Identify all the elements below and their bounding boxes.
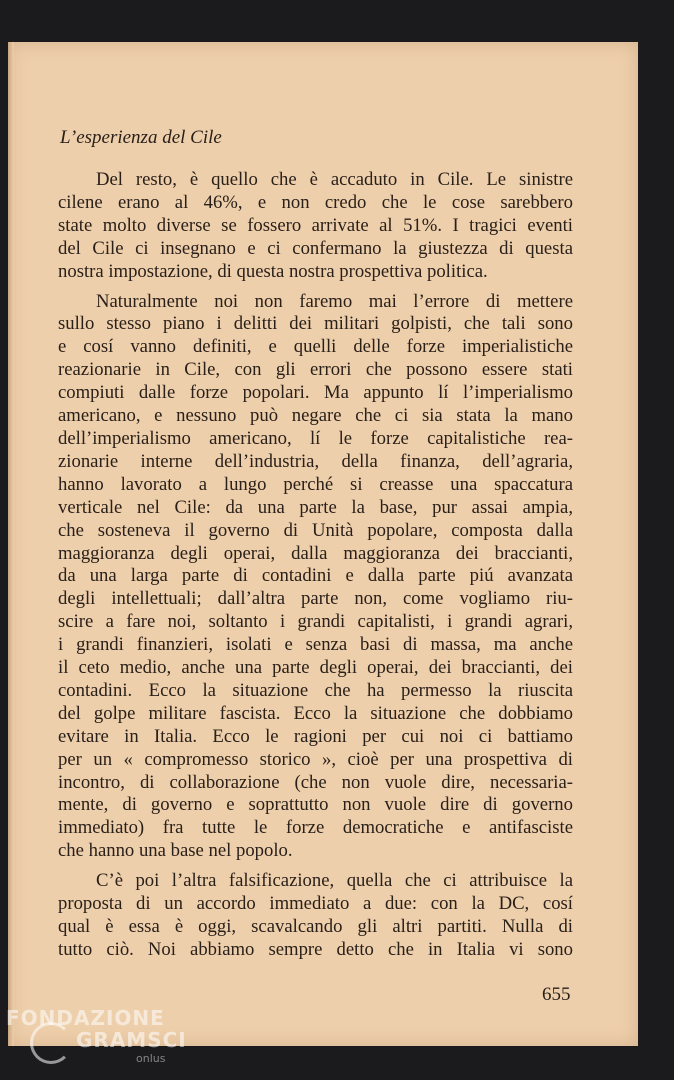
body-text	[58, 169, 573, 969]
text-line: che hanno una base nel popolo.	[58, 840, 293, 862]
text-line: da una larga parte di contadini e dalla parte piú avanzata	[58, 565, 573, 587]
watermark-logo	[4, 1004, 187, 1074]
text-line: sullo stesso piano i delitti dei militari golpisti, che tali sono	[58, 313, 573, 335]
paragraph	[58, 291, 573, 864]
text-line: nostra impostazione, di questa nostra prospettiva politica.	[58, 260, 488, 282]
watermark-line3: onlus	[136, 1052, 166, 1065]
text-line: scire a fare noi, soltanto i grandi capitalisti, i grandi agrari,	[58, 611, 573, 633]
text-line: Naturalmente noi non faremo mai l’errore di mettere	[96, 290, 573, 312]
text-line: immediato) fra tutte le forze democratiche e antifasciste	[58, 817, 573, 839]
text-line: dell’imperialismo americano, lí le forze capitalistiche rea-	[58, 427, 573, 449]
text-line: che sosteneva il governo di Unità popolare, composta dalla	[58, 519, 573, 541]
text-line: maggioranza degli operai, dalla maggioranza dei braccianti,	[58, 542, 573, 564]
text-line: contadini. Ecco la situazione che ha permesso la riuscita	[58, 679, 573, 701]
text-line: cilene erano al 46%, e non credo che le cose sarebbero	[58, 191, 573, 213]
text-line: degli intellettuali; dall’altra parte non, come vogliamo riu-	[58, 588, 573, 610]
text-line: del golpe militare fascista. Ecco la situazione che dobbiamo	[58, 702, 573, 724]
text-line: mente, di governo e soprattutto non vuole dire di governo	[58, 794, 573, 816]
text-line: del Cile ci insegnano e ci confermano la giustezza di questa	[58, 237, 573, 259]
text-line: zionarie interne dell’industria, della finanza, dell’agraria,	[58, 450, 573, 472]
text-line: incontro, di collaborazione (che non vuole dire, necessaria-	[58, 771, 573, 793]
watermark-line2: GRAMSCI	[76, 1028, 187, 1052]
text-line: il ceto medio, anche una parte degli operai, dei braccianti, dei	[58, 657, 573, 679]
text-line: proposta di un accordo immediato a due: con la DC, cosí	[58, 893, 573, 915]
text-line: evitare in Italia. Ecco le ragioni per cui noi ci battiamo	[58, 725, 573, 747]
text-line: hanno lavorato a lungo perché si creasse una spaccatura	[58, 473, 573, 495]
text-line: per un « compromesso storico », cioè per una prospettiva di	[58, 748, 573, 770]
text-line: C’è poi l’altra falsificazione, quella che ci attribuisce la	[96, 870, 573, 892]
paragraph	[58, 169, 573, 284]
page-spine	[8, 42, 14, 1046]
text-line: Del resto, è quello che è accaduto in Cile. Le sinistre	[96, 169, 573, 190]
watermark-line1: FONDAZIONE	[6, 1006, 165, 1030]
text-line: tutto ciò. Noi abbiamo sempre detto che in Italia vi sono	[58, 938, 573, 960]
text-line: verticale nel Cile: da una parte la base, pur assai ampia,	[58, 496, 573, 518]
running-head: L’esperienza del Cile	[60, 127, 222, 148]
text-line: e cosí vanno definiti, e quelli delle forze imperialistiche	[58, 336, 573, 358]
text-line: reazionarie in Cile, con gli errori che possono essere stati	[58, 359, 573, 381]
text-line: state molto diverse se fossero arrivate al 51%. I tragici eventi	[58, 214, 573, 236]
paragraph	[58, 870, 573, 962]
text-line: i grandi finanzieri, isolati e senza basi di massa, ma anche	[58, 634, 573, 656]
text-line: americano, e nessuno può negare che ci sia stata la mano	[58, 405, 573, 427]
page-number: 655	[542, 984, 571, 1005]
text-line: compiuti dalle forze popolari. Ma appunto lí l’imperialismo	[58, 382, 573, 404]
text-line: qual è essa è oggi, scavalcando gli altri partiti. Nulla di	[58, 916, 573, 937]
